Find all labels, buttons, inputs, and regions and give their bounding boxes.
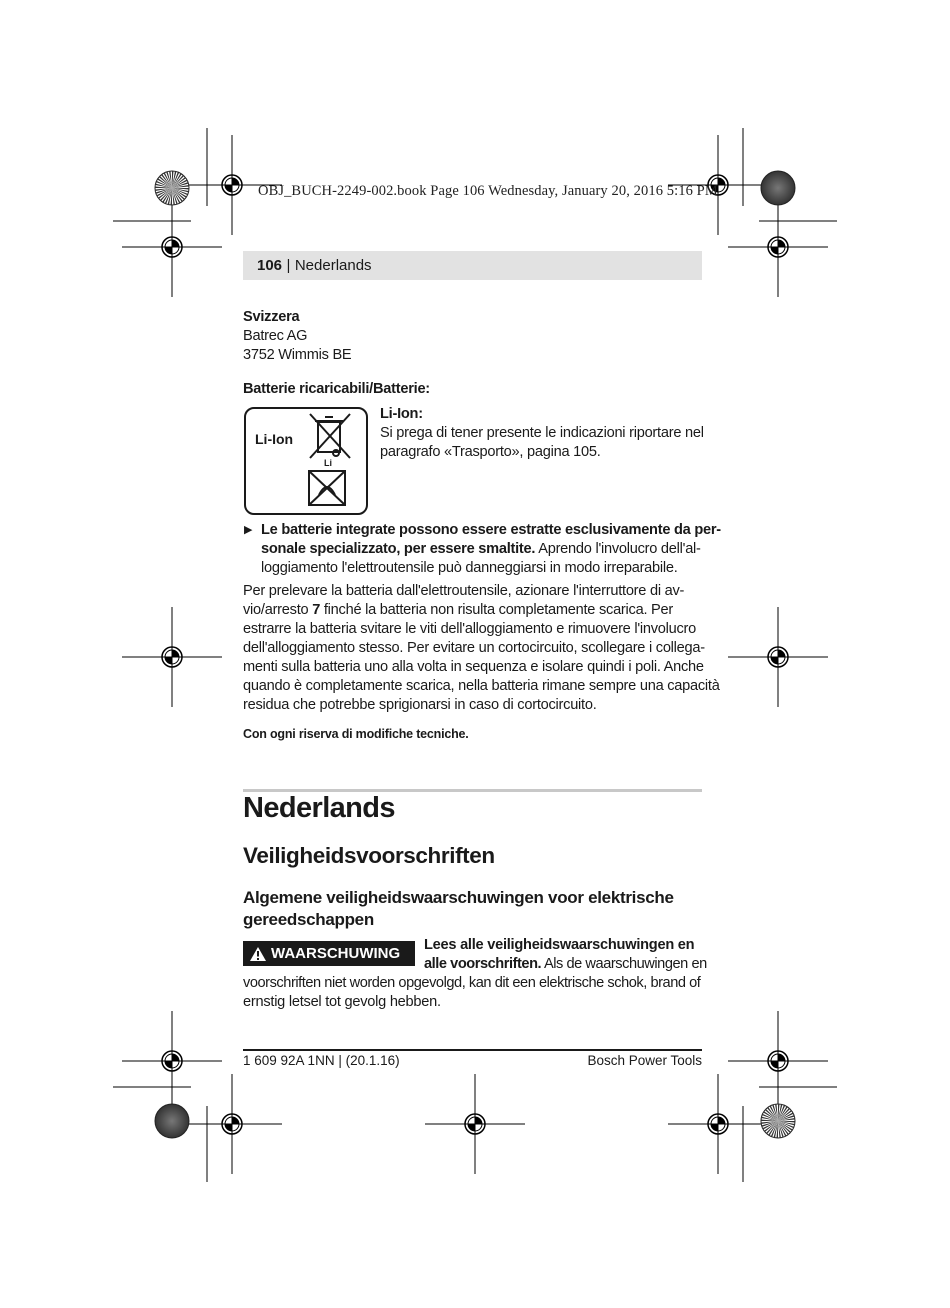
battery-disposal-symbol	[244, 407, 368, 515]
warning-triangle-icon	[249, 946, 267, 962]
header-section: Nederlands	[294, 257, 372, 274]
sunburst-mark	[761, 1104, 795, 1138]
page-number: 106	[257, 257, 283, 274]
crossed-recycling-icon	[307, 469, 347, 507]
company-name: Batrec AG	[243, 328, 308, 344]
li-ion-symbol-label: Li-Ion	[255, 431, 294, 447]
warning-label	[243, 941, 415, 966]
general-warnings-heading-1: Algemene veiligheidswaarschuwingen voor elektrische	[243, 888, 674, 907]
bullet-marker: ▶	[244, 524, 253, 536]
bullet-line-2	[261, 540, 701, 559]
country-heading: Svizzera	[243, 309, 300, 325]
registration-mark	[182, 1074, 282, 1174]
li-ion-text-2: paragrafo «Trasporto», pagina 105.	[380, 444, 601, 460]
warning-bold-2: alle voorschriften.	[424, 956, 542, 972]
li-ion-title: Li-Ion:	[380, 406, 423, 422]
li-symbol-sub: Li	[324, 458, 332, 468]
para-line-7: residua che potrebbe sprigionarsi in caso di cortocircuito.	[243, 697, 597, 713]
footer-code: 1 609 92A 1NN | (20.1.16)	[243, 1053, 400, 1068]
para-line-2a: vio/arresto	[243, 602, 313, 618]
warning-bold-1: Lees alle veiligheidswaarschuwingen en	[424, 937, 695, 953]
para-line-1: Per prelevare la batteria dall'elettroutensile, azionare l'interruttore di av-	[243, 583, 685, 599]
language-heading: Nederlands	[243, 792, 395, 824]
bullet-line-1: Le batterie integrate possono essere estratte esclusivamente da per-	[261, 522, 721, 538]
registration-mark	[728, 607, 828, 707]
registration-mark	[122, 1011, 222, 1111]
footer-rule	[243, 1049, 702, 1051]
registration-mark	[728, 1011, 828, 1111]
general-warnings-heading-2: gereedschappen	[243, 910, 374, 929]
reserve-note: Con ogni riserva di modifiche tecniche.	[243, 727, 469, 741]
warning-label-text: WAARSCHUWING	[271, 945, 401, 962]
para-line-5: menti sulla batteria uno alla volta in sequenza e isolare quindi i poli. Anche	[243, 659, 704, 675]
bullet-line-3: loggiamento l'elettroutensile può danneggiarsi in modo irreparabile.	[261, 560, 678, 576]
page-header	[243, 251, 702, 280]
para-line-4: dell'alloggiamento stesso. Per evitare un cortocircuito, scollegare i collega-	[243, 640, 705, 656]
print-slug: OBJ_BUCH-2249-002.book Page 106 Wednesday, January 20, 2016 5:16 PM	[258, 183, 718, 199]
registration-mark	[122, 197, 222, 297]
bullet-line-2-bold: sonale specializzato, per essere smaltite.	[261, 541, 536, 557]
para-line-2b: finché la batteria non risulta completamente scarica. Per	[320, 602, 674, 618]
sunburst-mark	[155, 171, 189, 205]
registration-mark	[425, 1074, 525, 1174]
registration-mark	[668, 1074, 768, 1174]
bullet-line-2-normal: Aprendo l'involucro dell'al-	[535, 541, 701, 557]
safety-heading: Veiligheidsvoorschriften	[243, 843, 495, 868]
company-address: 3752 Wimmis BE	[243, 347, 352, 363]
li-ion-text-1: Si prega di tener presente le indicazioni riportare nel	[380, 425, 704, 441]
warning-line-2	[424, 955, 707, 974]
warning-line-3: voorschriften niet worden opgevolgd, kan dit een elektrische schok, brand of	[243, 975, 701, 991]
registration-mark	[728, 197, 828, 297]
registration-mark	[122, 607, 222, 707]
batteries-heading: Batterie ricaricabili/Batterie:	[243, 381, 430, 397]
footer-brand: Bosch Power Tools	[587, 1053, 702, 1068]
para-line-6: quando è completamente scarica, nella batteria rimane sempre una capacità	[243, 678, 720, 694]
switch-reference: 7	[312, 602, 321, 618]
warning-tail-2: Als de waarschuwingen en	[541, 956, 707, 972]
warning-line-4: ernstig letsel tot gevolg hebben.	[243, 994, 441, 1010]
header-separator: |	[286, 257, 291, 274]
para-line-2	[243, 601, 673, 620]
para-line-3: estrarre la batteria svitare le viti dell'alloggiamento e rimuovere l'involucro	[243, 621, 697, 637]
